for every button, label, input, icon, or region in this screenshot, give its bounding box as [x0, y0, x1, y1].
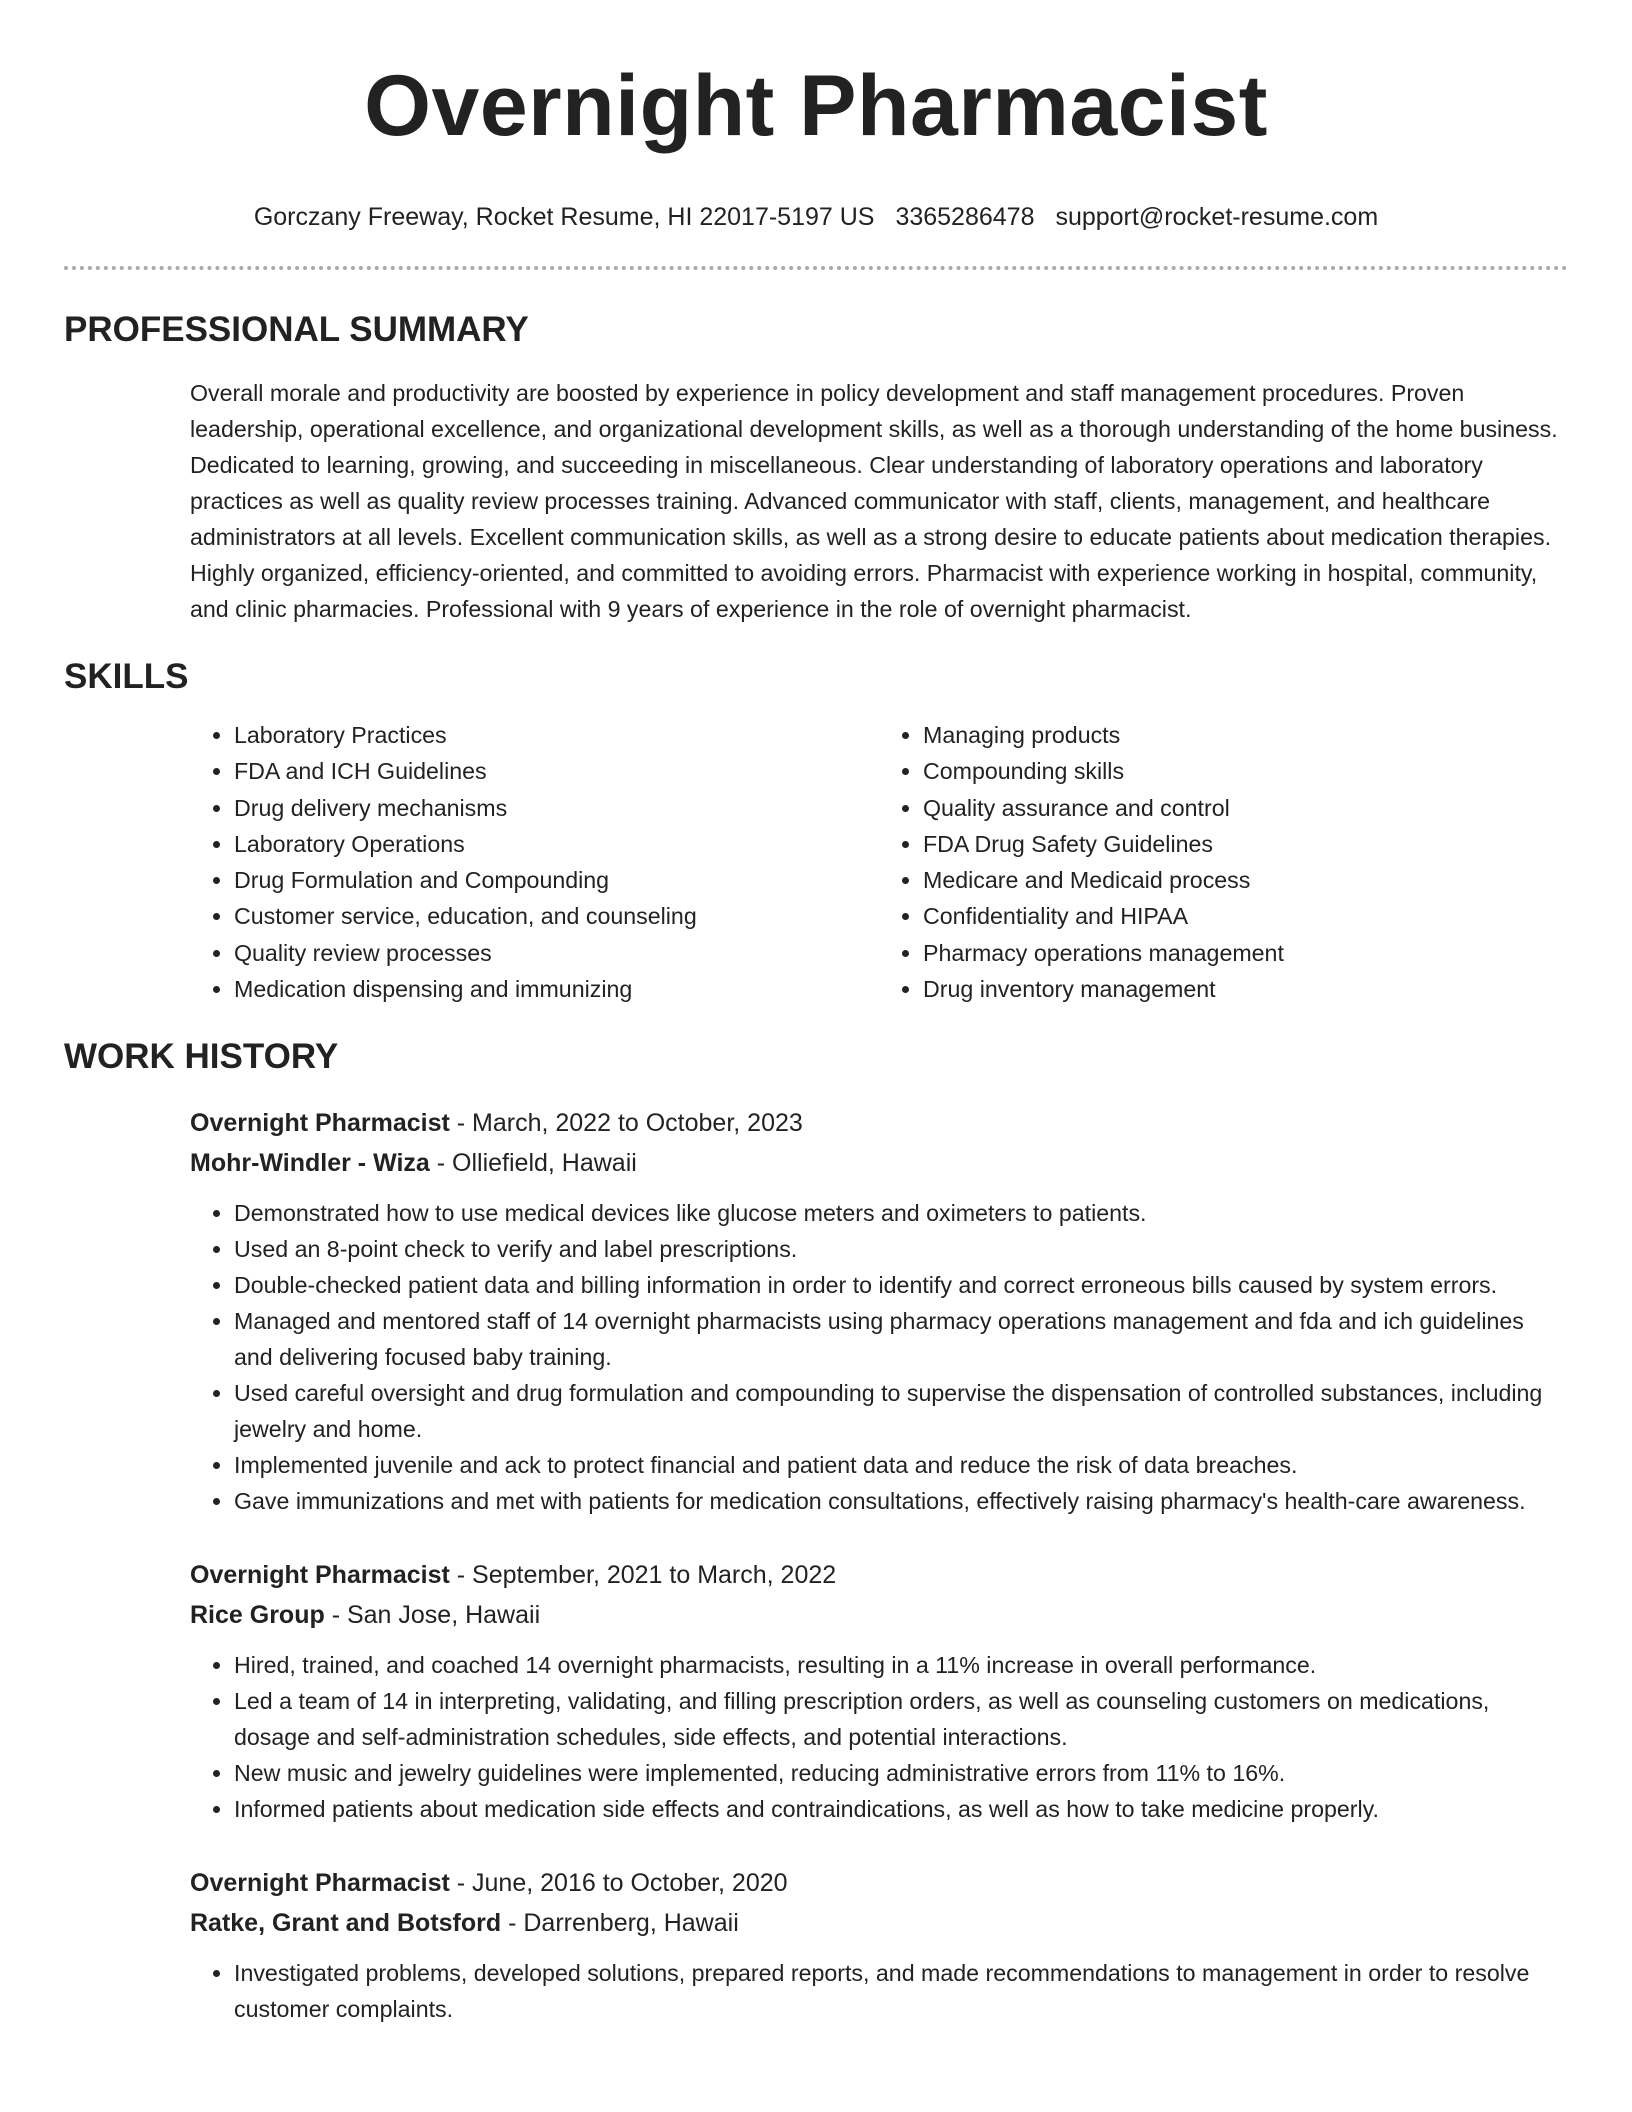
job-bullet: • Led a team of 14 in interpreting, validating, and filling prescription orders, as well as counseling customers on medications, dosage and self-administration schedules, side effects, and potential interactions.: [234, 1683, 1568, 1755]
job-company: Mohr-Windler - Wiza: [190, 1149, 430, 1178]
contact-phone: 3365286478: [895, 203, 1035, 231]
job-entry: [190, 1103, 1568, 1519]
skill-item: • FDA Drug Safety Guidelines: [923, 826, 1568, 862]
job-dates: - March, 2022 to October, 2023: [449, 1109, 803, 1138]
work-history-heading: WORK HISTORY: [64, 1037, 339, 1077]
job-location: - Darrenberg, Hawaii: [501, 1909, 739, 1938]
skill-item: • Drug delivery mechanisms: [234, 790, 879, 826]
job-title-line: [190, 1103, 1568, 1143]
skill-item: • Customer service, education, and counseling: [234, 898, 879, 934]
job-bullets: [190, 1195, 1568, 1519]
job-bullet: • Demonstrated how to use medical devices like glucose meters and oximeters to patients.: [234, 1195, 1568, 1231]
job-dates: - September, 2021 to March, 2022: [449, 1561, 837, 1590]
job-entry: [190, 1863, 1568, 2027]
job-bullet: • Informed patients about medication side effects and contraindications, as well as how to take medicine properly.: [234, 1791, 1568, 1827]
job-role: Overnight Pharmacist: [190, 1109, 450, 1138]
skill-item: • Quality assurance and control: [923, 790, 1568, 826]
skill-item: • Managing products: [923, 717, 1568, 753]
job-bullet: • Hired, trained, and coached 14 overnight pharmacists, resulting in a 11% increase in overall performance.: [234, 1647, 1568, 1683]
job-bullet: • Used an 8-point check to verify and label prescriptions.: [234, 1231, 1568, 1267]
job-company-line: [190, 1903, 1568, 1943]
job-dates: - June, 2016 to October, 2020: [449, 1869, 788, 1898]
summary-text: Overall morale and productivity are boosted by experience in policy development and staff management procedures. Proven leadership, operational excellence, and organizational development skills, as well as a thorough understanding of the home business. Dedicated to learning, growing, and succeeding in miscellaneous. Clear understanding of laboratory operations and laboratory practices as well as quality review processes training. Advanced communicator with staff, clients, management, and healthcare administrators at all levels. Excellent communication skills, as well as a strong desire to educate patients about medication therapies. Highly organized, efficiency-oriented, and committed to avoiding errors. Pharmacist with experience working in hospital, community, and clinic pharmacies. Professional with 9 years of experience in the role of overnight pharmacist.: [190, 380, 1558, 622]
contact-line: [64, 202, 1568, 232]
skill-item: • Drug Formulation and Compounding: [234, 862, 879, 898]
skill-item: • FDA and ICH Guidelines: [234, 753, 879, 789]
skill-item: • Laboratory Operations: [234, 826, 879, 862]
header-divider: [64, 266, 1568, 270]
job-company: Rice Group: [190, 1601, 325, 1630]
job-role: Overnight Pharmacist: [190, 1869, 450, 1898]
job-bullet: • Double-checked patient data and billing information in order to identify and correct erroneous bills caused by system errors.: [234, 1267, 1568, 1303]
summary-heading: PROFESSIONAL SUMMARY: [64, 310, 529, 349]
contact-email: support@rocket-resume.com: [1055, 203, 1379, 231]
skills-column-left: [190, 717, 879, 1007]
skill-item: • Confidentiality and HIPAA: [923, 898, 1568, 934]
skill-item: • Laboratory Practices: [234, 717, 879, 753]
job-role: Overnight Pharmacist: [190, 1561, 450, 1590]
job-company-line: [190, 1143, 1568, 1183]
job-bullet: • Investigated problems, developed solutions, prepared reports, and made recommendations to management in order to resolve customer complaints.: [234, 1955, 1568, 2027]
job-location: - Olliefield, Hawaii: [429, 1149, 637, 1178]
job-company: Ratke, Grant and Botsford: [190, 1909, 502, 1938]
skills-list: [190, 717, 1568, 1007]
job-entry: [190, 1555, 1568, 1827]
skill-item: • Quality review processes: [234, 935, 879, 971]
job-bullet: • Used careful oversight and drug formulation and compounding to supervise the dispensation of controlled substances, including jewelry and home.: [234, 1375, 1568, 1447]
skill-item: • Compounding skills: [923, 753, 1568, 789]
job-bullet: • Gave immunizations and met with patients for medication consultations, effectively raising pharmacy's health-care awareness.: [234, 1483, 1568, 1519]
job-bullets: [190, 1647, 1568, 1827]
job-bullet: • New music and jewelry guidelines were implemented, reducing administrative errors from 11% to 16%.: [234, 1755, 1568, 1791]
skill-item: • Medication dispensing and immunizing: [234, 971, 879, 1007]
contact-address: Gorczany Freeway, Rocket Resume, HI 22017-5197 US: [253, 203, 875, 231]
job-title-line: [190, 1555, 1568, 1595]
job-bullet: • Implemented juvenile and ack to protect financial and patient data and reduce the risk of data breaches.: [234, 1447, 1568, 1483]
candidate-name: Overnight Pharmacist: [364, 58, 1268, 154]
skill-item: • Medicare and Medicaid process: [923, 862, 1568, 898]
resume-page: [64, 0, 1568, 2027]
skill-item: • Drug inventory management: [923, 971, 1568, 1007]
skills-column-right: [879, 717, 1568, 1007]
job-company-line: [190, 1595, 1568, 1635]
job-location: - San Jose, Hawaii: [324, 1601, 541, 1630]
skills-heading: SKILLS: [64, 657, 189, 696]
job-bullets: [190, 1955, 1568, 2027]
skill-item: • Pharmacy operations management: [923, 935, 1568, 971]
job-bullet: • Managed and mentored staff of 14 overnight pharmacists using pharmacy operations management and fda and ich guidelines and delivering focused baby training.: [234, 1303, 1568, 1375]
job-title-line: [190, 1863, 1568, 1903]
